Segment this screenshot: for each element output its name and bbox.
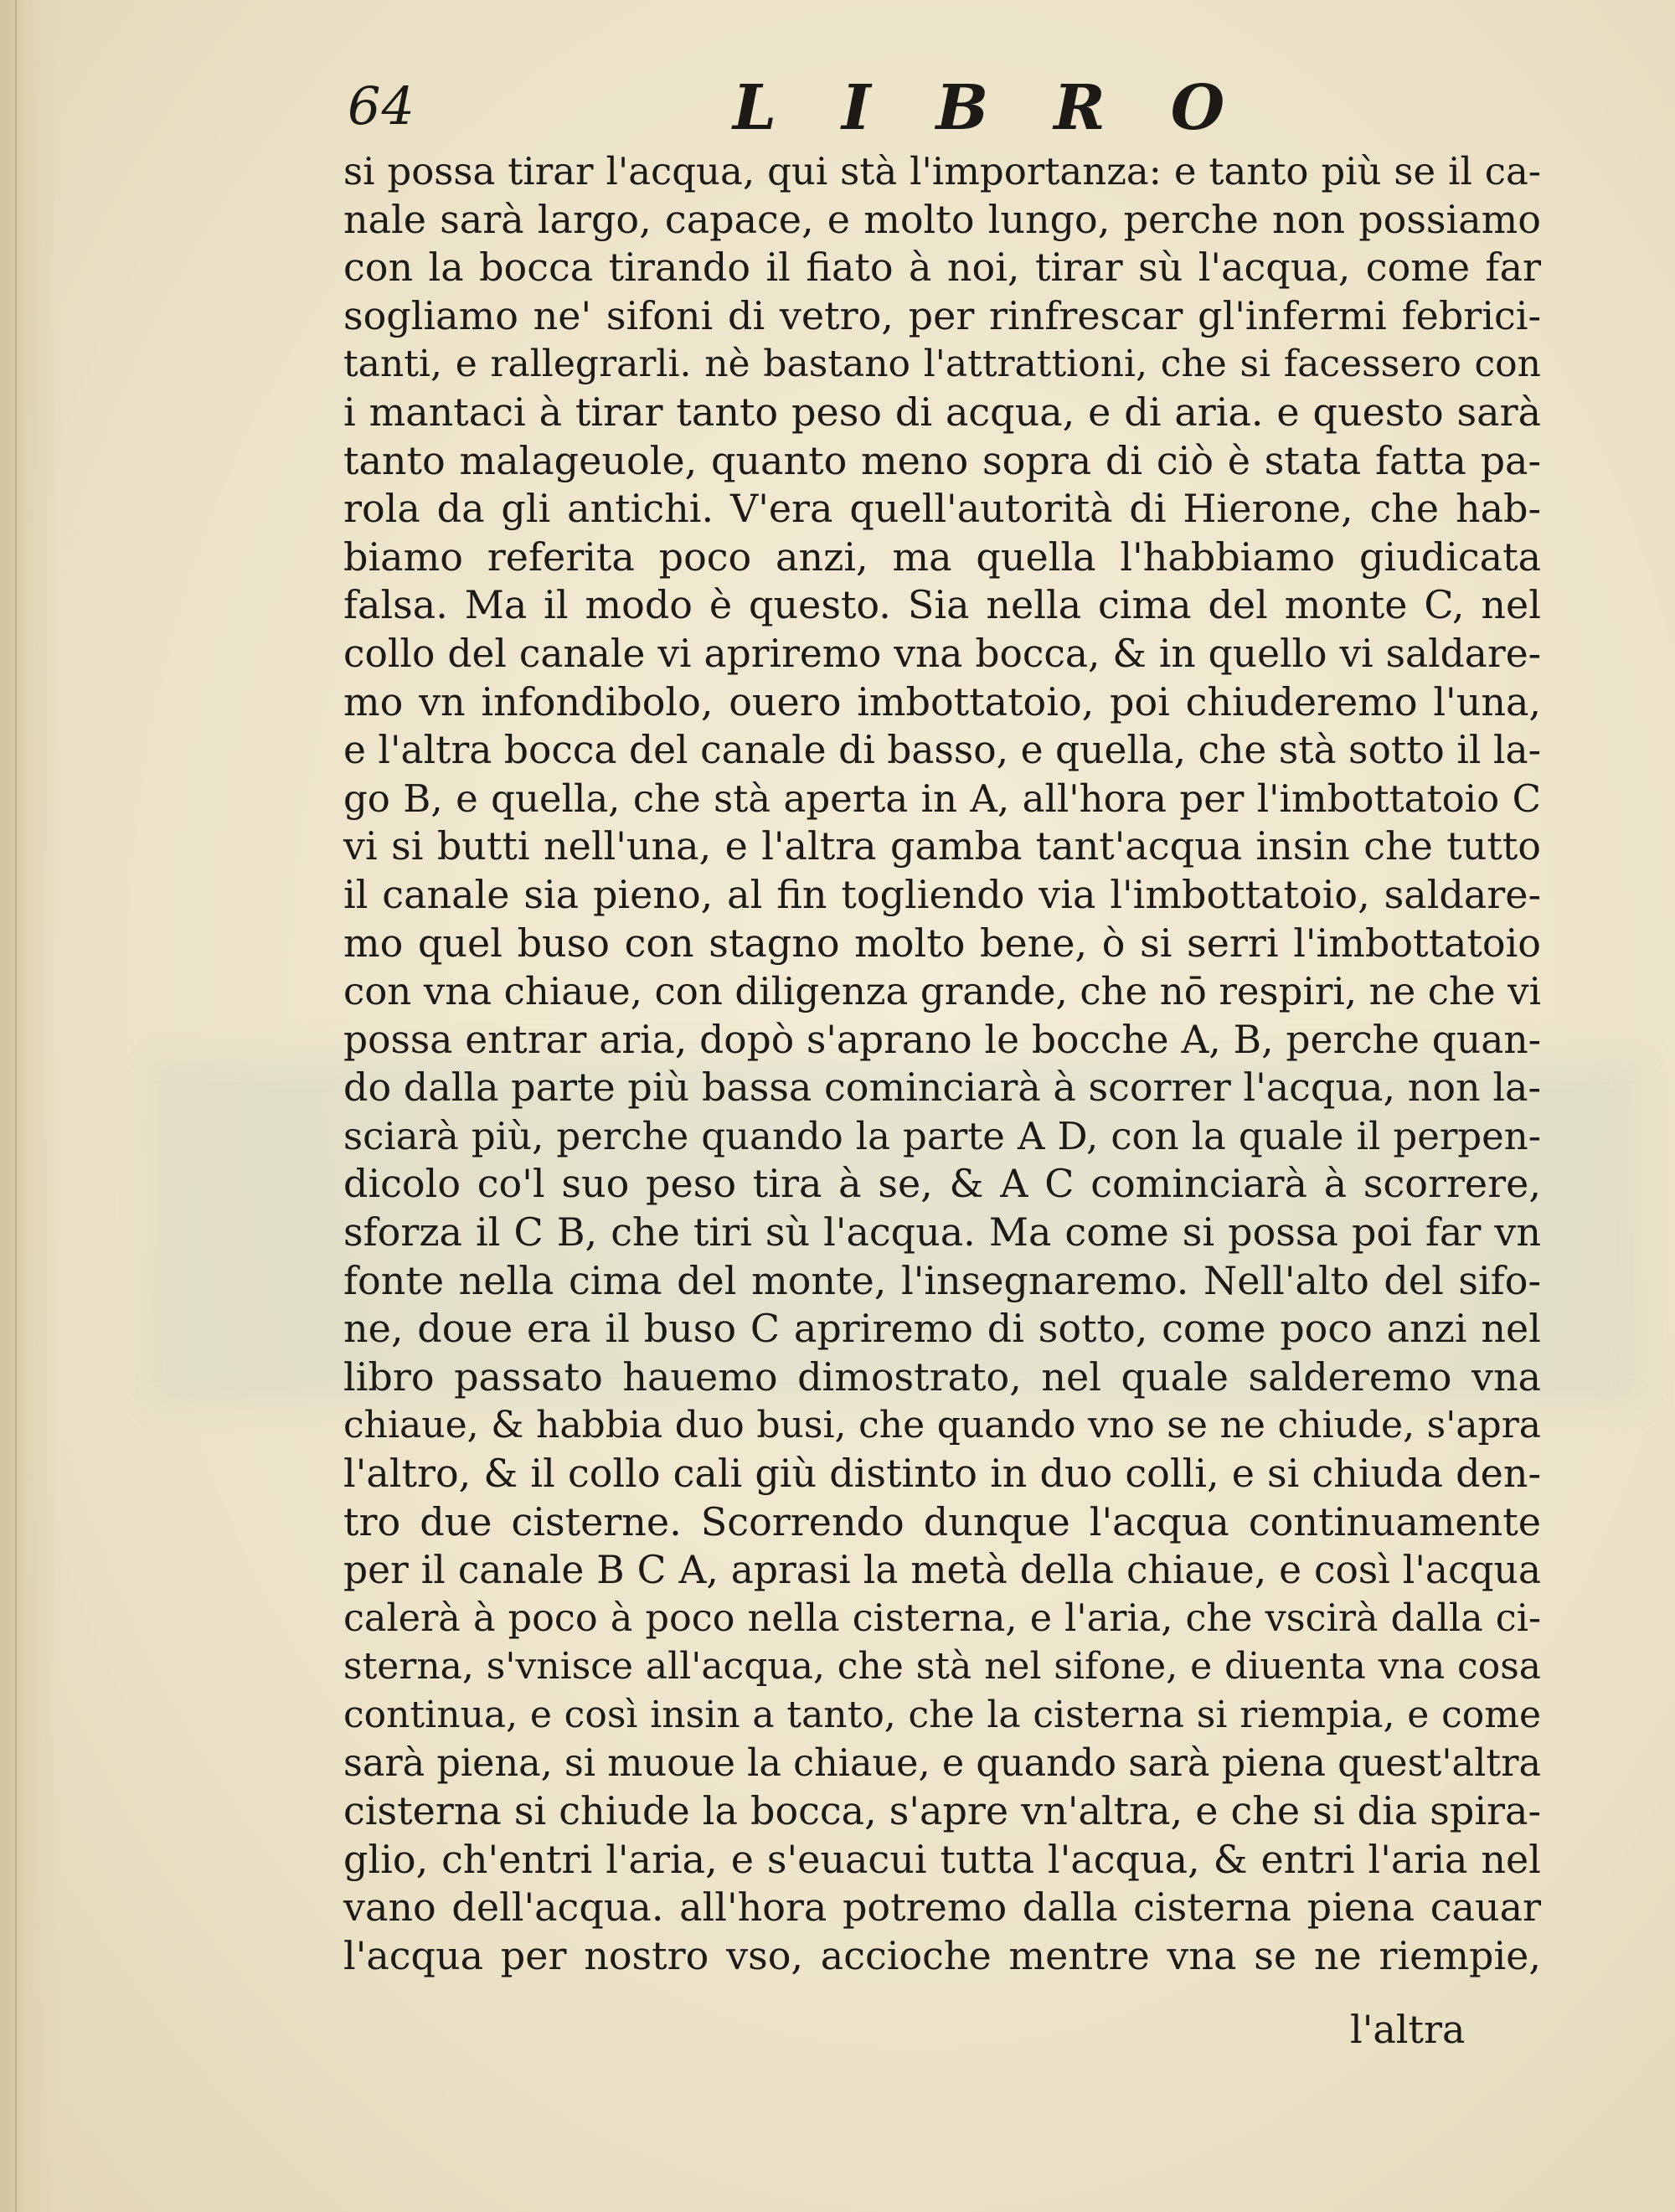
text-line: rola da gli antichi. V'era quell'autorità di Hierone, che hab- (343, 486, 1541, 532)
text-line: falsa. Ma il modo è questo. Sia nella cima del monte C, nel (343, 582, 1541, 628)
text-line: l'acqua per nostro vso, accioche mentre vna se ne riempie, (343, 1932, 1541, 1978)
text-line: libro passato hauemo dimostrato, nel quale salderemo vna (343, 1353, 1541, 1400)
text-line: il canale sia pieno, al fin togliendo via l'imbottatoio, saldare- (343, 871, 1541, 917)
text-line: collo del canale vi apriremo vna bocca, & in quello vi saldare- (343, 631, 1541, 676)
text-line: sforza il C B, che tiri sù l'acqua. Ma come si possa poi far vn (343, 1209, 1541, 1256)
text-line: vi si butti nell'una, e l'altra gamba tant'acqua insin che tutto (343, 823, 1541, 869)
text-line: per il canale B C A, aprasi la metà della chiaue, e così l'acqua (343, 1548, 1541, 1593)
text-line: sterna, s'vnisce all'acqua, che stà nel sifone, e diuenta vna cosa (343, 1645, 1541, 1689)
page-gutter-shadow (0, 0, 59, 2212)
text-line: continua, e così insin a tanto, che la cisterna si riempia, e come (343, 1694, 1541, 1736)
text-line: con la bocca tirando il fiato à noi, tirar sù l'acqua, come far (343, 245, 1541, 291)
text-line: fonte nella cima del monte, l'insegnaremo. Nell'alto del sifo- (343, 1257, 1541, 1303)
text-line: dicolo co'l suo peso tira à se, & A C cominciarà à scorrere, (343, 1161, 1541, 1207)
text-line: possa entrar aria, dopò s'aprano le bocche A, B, perche quan- (343, 1017, 1541, 1062)
text-line: vano dell'acqua. all'hora potremo dalla cisterna piena cauar (343, 1885, 1541, 1931)
text-line: do dalla parte più bassa cominciarà à scorrer l'acqua, non la- (343, 1065, 1541, 1111)
text-line: sarà piena, si muoue la chiaue, e quando sarà piena quest'altra (343, 1741, 1541, 1785)
body-text (343, 147, 1541, 1981)
text-line: e l'altra bocca del canale di basso, e quella, che stà sotto il la- (343, 728, 1541, 773)
text-line: go B, e quella, che stà aperta in A, all'hora per l'imbottatoio C (343, 776, 1541, 821)
page-gutter-line (15, 0, 17, 2212)
text-line: i mantaci à tirar tanto peso di acqua, e di aria. e questo sarà (343, 389, 1541, 435)
page-header (348, 72, 1604, 151)
text-line: calerà à poco à poco nella cisterna, e l'aria, che vscirà dalla ci- (343, 1596, 1541, 1640)
text-line: sciarà più, perche quando la parte A D, con la quale il perpen- (343, 1113, 1541, 1158)
text-line: si possa tirar l'acqua, qui stà l'importanza: e tanto più se il ca- (343, 149, 1541, 193)
text-line: sogliamo ne' sifoni di vetro, per rinfrescar gl'infermi febrici- (343, 292, 1541, 338)
text-line: tro due cisterne. Scorrendo dunque l'acqua continuamente (343, 1498, 1541, 1544)
running-title: LIBRO (733, 72, 1291, 144)
catchword: l'altra (1350, 2007, 1466, 2052)
text-line: l'altro, & il collo cali giù distinto in duo colli, e si chiuda den- (343, 1451, 1541, 1497)
text-line: tanto malageuole, quanto meno sopra di ciò è stata fatta pa- (343, 437, 1541, 483)
text-line: nale sarà largo, capace, e molto lungo, perche non possiamo (343, 196, 1541, 242)
text-line: mo vn infondibolo, ouero imbottatoio, poi chiuderemo l'una, (343, 678, 1541, 724)
text-line: ne, doue era il buso C apriremo di sotto, come poco anzi nel (343, 1306, 1541, 1352)
text-line: con vna chiaue, con diligenza grande, che nō respiri, ne che vi (343, 969, 1541, 1014)
text-line: mo quel buso con stagno molto bene, ò si serri l'imbottatoio (343, 920, 1541, 966)
text-line: chiaue, & habbia duo busi, che quando vno se ne chiude, s'apra (343, 1404, 1541, 1447)
text-line: cisterna si chiude la bocca, s'apre vn'altra, e che si dia spira- (343, 1788, 1541, 1834)
text-line: tanti, e rallegrarli. nè bastano l'attrattioni, che si facessero con (343, 343, 1541, 386)
text-line: biamo referita poco anzi, ma quella l'habbiamo giudicata (343, 534, 1541, 580)
text-line: glio, ch'entri l'aria, e s'euacui tutta l'acqua, & entri l'aria nel (343, 1836, 1541, 1882)
page-number: 64 (348, 75, 415, 137)
